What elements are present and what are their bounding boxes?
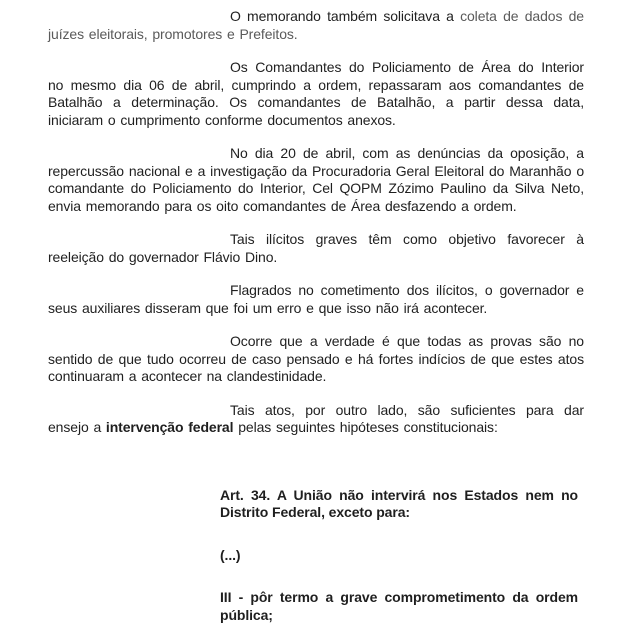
quote-ellipsis: (...) [220, 546, 241, 563]
paragraph-memorando-desfazendo [48, 145, 584, 215]
paragraph-flagrados [48, 282, 584, 317]
bold-emphasis-run: intervenção federal [105, 419, 234, 435]
text-run: No dia 20 de abril, com as denúncias da oposição, a repercussão nacional e a investigação da Procuradoria Geral Eleitoral do Maranhão o comandante do Policiamento do Interior, Cel QOPM Zózimo Paulino da Silva Neto, envia memorando para os oito comandantes de Área desfazendo a ordem. [48, 145, 584, 214]
text-run: Flagrados no cometimento dos ilícitos, o governador e seus auxiliares disseram que foi um erro e que isso não irá acontecer. [48, 282, 584, 316]
quote-inciso-iii: III - pôr termo a grave comprometimento da ordem pública; [220, 589, 578, 623]
paragraph-ocorre-verdade [48, 333, 584, 386]
text-run: Tais atos, por outro lado, são suficientes para dar ensejo a [48, 401, 584, 435]
paragraph-intervencao-federal [48, 402, 584, 437]
text-run: Tais ilícitos graves têm como objetivo favorecer à reeleição do governador Flávio Dino. [48, 231, 584, 265]
paragraph-memorando-coleta [48, 8, 584, 43]
text-run: Ocorre que a verdade é que todas as provas são no sentido de que tudo ocorreu de caso pensado e há fortes indícios de que estes atos continuaram a acontecer na clandestinidade. [48, 333, 584, 384]
constitutional-quote-block [220, 487, 578, 625]
paragraph-comandantes-area [48, 59, 584, 129]
quote-art-34: Art. 34. A União não intervirá nos Estados nem no Distrito Federal, exceto para: [220, 486, 578, 520]
muted-text-run: coleta de dados de juízes eleitorais, promotores e Prefeitos. [48, 8, 584, 42]
text-run: pelas seguintes hipóteses constitucionais: [233, 419, 498, 435]
paragraph-ilicitos-objetivo [48, 231, 584, 266]
text-run: O memorando também solicitava a [230, 8, 461, 24]
text-run: Os Comandantes do Policiamento de Área do Interior no mesmo dia 06 de abril, cumprindo a ordem, repassaram aos comandantes de Batalhão a determinação. Os comandantes de Batalhão, a partir dessa data, iniciaram o cumprimento conforme documentos anexos. [48, 59, 584, 128]
